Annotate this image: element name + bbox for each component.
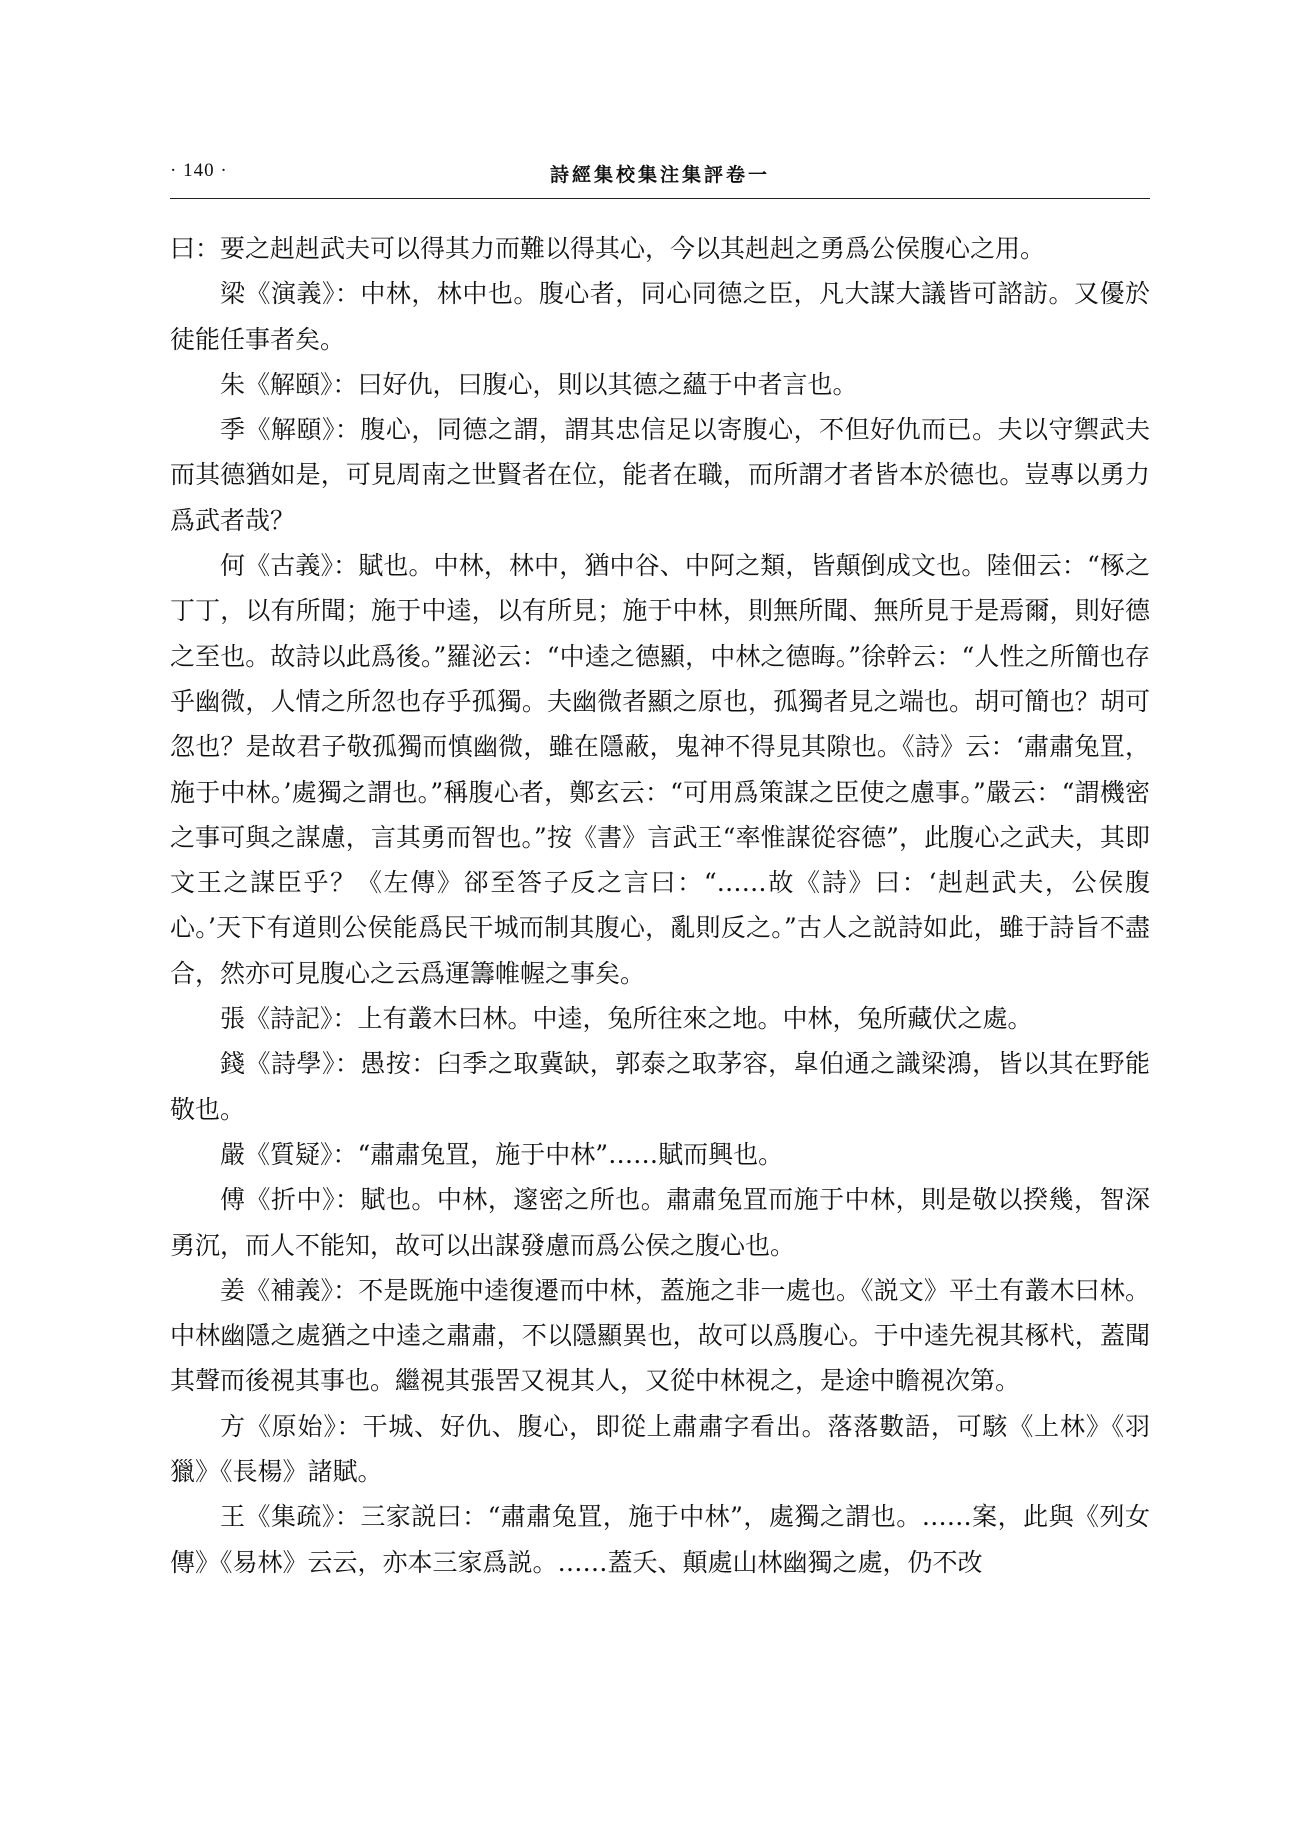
paragraph: 朱《解頤》：曰好仇，曰腹心，則以其德之蘊于中者言也。 <box>220 369 858 399</box>
header-rule <box>170 198 1150 199</box>
paragraph: 嚴《質疑》：“肅肅兔罝，施于中林”……賦而興也。 <box>220 1139 784 1169</box>
paragraph: 方《原始》：干城、好仇、腹心，即從上肅肅字看出。落落數語，可駭《上林》《羽獵》《長楊》諸賦。 <box>170 1411 1150 1487</box>
running-title: 詩經集校集注集評卷一 <box>549 164 770 186</box>
paragraph: 季《解頤》：腹心，同德之謂，謂其忠信足以寄腹心，不但好仇而已。夫以守禦武夫而其德猶如是，可見周南之世賢者在位，能者在職，而所謂才者皆本於德也。豈專以勇力爲武者哉？ <box>170 415 1150 535</box>
paragraph: 姜《補義》：不是既施中逵復遷而中林，蓋施之非一處也。《説文》平土有叢木曰林。中林幽隱之處猶之中逵之肅肅，不以隱顯異也，故可以爲腹心。于中逵先視其椓杙，蓋聞其聲而後視其事也。繼視其張罟又視其人，又從中林視之，是途中瞻視次第。 <box>170 1275 1150 1396</box>
body-text <box>170 226 1150 1585</box>
paragraph: 曰：要之赳赳武夫可以得其力而難以得其心，今以其赳赳之勇爲公侯腹心之用。 <box>170 234 1046 263</box>
page-header <box>170 160 1150 194</box>
paragraph: 傅《折中》：賦也。中林，邃密之所也。肅肅兔罝而施于中林，則是敬以揆幾，智深勇沉，而人不能知，故可以出謀發慮而爲公侯之腹心也。 <box>170 1185 1150 1260</box>
paragraph: 張《詩記》：上有叢木曰林。中逵，兔所往來之地。中林，兔所藏伏之處。 <box>220 1004 1033 1034</box>
page-number: · 140 · <box>170 160 228 181</box>
paragraph: 梁《演義》：中林，林中也。腹心者，同心同德之臣，凡大謀大議皆可諮訪。又優於徒能任事者矣。 <box>170 279 1150 354</box>
paragraph: 王《集疏》：三家説曰：“肅肅兔罝，施于中林”，處獨之謂也。……案，此與《列女傳》《易林》云云，亦本三家爲説。……蓋夭、顛處山林幽獨之處，仍不改 <box>170 1502 1150 1577</box>
paragraph: 錢《詩學》：愚按：臼季之取冀缺，郭泰之取茅容，皐伯通之識梁鴻，皆以其在野能敬也。 <box>170 1049 1150 1124</box>
paragraph: 何《古義》：賦也。中林，林中，猶中谷、中阿之類，皆顛倒成文也。陸佃云：“椓之丁丁，以有所聞；施于中逵，以有所見；施于中林，則無所聞、無所見于是焉爾，則好德之至也。故詩以此爲後。”羅泌云：“中逵之德顯，中林之德晦。”徐幹云：“人性之所簡也存乎幽微，人情之所忽也存乎孤獨。夫幽微者顯之原也，孤獨者見之端也。胡可簡也？胡可忽也？是故君子敬孤獨而慎幽微，雖在隱蔽，鬼神不得見其隙也。《詩》云：‘肅肅兔罝，施于中林。’處獨之謂也。”稱腹心者，鄭玄云：“可用爲策謀之臣使之慮事。”嚴云：“謂機密之事可與之謀慮，言其勇而智也。”按《書》言武王“率惟謀從容德”，此腹心之武夫，其即文王之謀臣乎？《左傳》郤至答子反之言曰：“……故《詩》曰：‘赳赳武夫，公侯腹心。’天下有道則公侯能爲民干城而制其腹心，亂則反之。”古人之説詩如此，雖于詩旨不盡合，然亦可見腹心之云爲運籌帷幄之事矣。 <box>170 551 1150 988</box>
